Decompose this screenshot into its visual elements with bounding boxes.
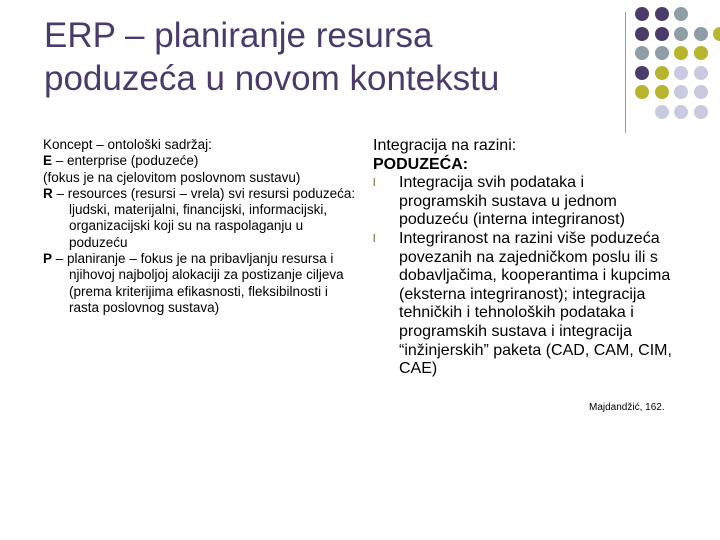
left-column: [43, 137, 358, 316]
decorative-dot: [655, 7, 669, 21]
decorative-dot: [694, 85, 708, 99]
list-item: l Integriranost na razini više poduzeća povezanih na zajedničkom poslu ili s dobavljačima, kooperantima i kupcima (eksterna integriranost); integracija tehničkih i tehnoloških podataka i programskih sustava i integracija “inžinjerskih” paketa (CAD, CAM, CIM, CAE): [373, 229, 672, 378]
decorative-dot: [635, 7, 649, 21]
right-column: [373, 137, 673, 379]
decorative-dot: [674, 105, 688, 119]
slide-title: [44, 14, 604, 100]
bullet-dot-icon: l: [373, 232, 376, 245]
decorative-dot: [655, 105, 669, 119]
decorative-dot: [674, 85, 688, 99]
decorative-dot: [655, 85, 669, 99]
source-citation: Majdandžić, 162.: [589, 402, 665, 413]
decorative-dot: [635, 66, 649, 80]
decorative-dot: [694, 105, 708, 119]
bullet-dot-icon: l: [373, 177, 376, 190]
title-line-2: poduzeća u novom kontekstu: [44, 59, 500, 98]
decorative-dot: [694, 46, 708, 60]
decorative-dot: [674, 27, 688, 41]
title-line-1: ERP – planiranje resursa: [44, 16, 433, 55]
planning-line: P – planiranje – fokus je na pribavljanju resursa i njihovoj najboljoj alokaciji za postizanje ciljeva (prema kriterijima efikasnosti, fleksibilnosti i rasta poslovnog sustava): [43, 251, 344, 315]
decorative-dot: [635, 27, 649, 41]
list-item: l Integracija svih podataka i programskih sustava u jednom poduzeću (interna integriranost): [373, 174, 625, 229]
decorative-dot: [674, 46, 688, 60]
concept-line: Koncept – ontološki sadržaj:: [43, 137, 212, 152]
enterprise-line: E – enterprise (poduzeće): [43, 153, 199, 169]
decorative-dot-grid: [635, 7, 720, 127]
resources-line: R – resources (resursi – vrela) svi resursi poduzeća: ljudski, materijalni, financijski, informacijski, organizacijski koji su na raspolaganju u poduzeću: [43, 185, 356, 250]
enterprise-note: (fokus je na cjelovitom poslovnom sustavu): [43, 169, 301, 185]
decorative-dot: [694, 66, 708, 80]
decorative-dot: [674, 7, 688, 21]
integration-heading: Integracija na razini:: [373, 137, 517, 154]
decorative-dot: [635, 85, 649, 99]
decorative-dot: [674, 66, 688, 80]
decorative-dot: [635, 46, 649, 60]
divider-line: [625, 12, 626, 133]
decorative-dot: [655, 46, 669, 60]
decorative-dot: [655, 27, 669, 41]
enterprise-subheading: PODUZEĆA:: [373, 155, 469, 173]
decorative-dot: [713, 27, 720, 41]
decorative-dot: [694, 27, 708, 41]
decorative-dot: [655, 66, 669, 80]
